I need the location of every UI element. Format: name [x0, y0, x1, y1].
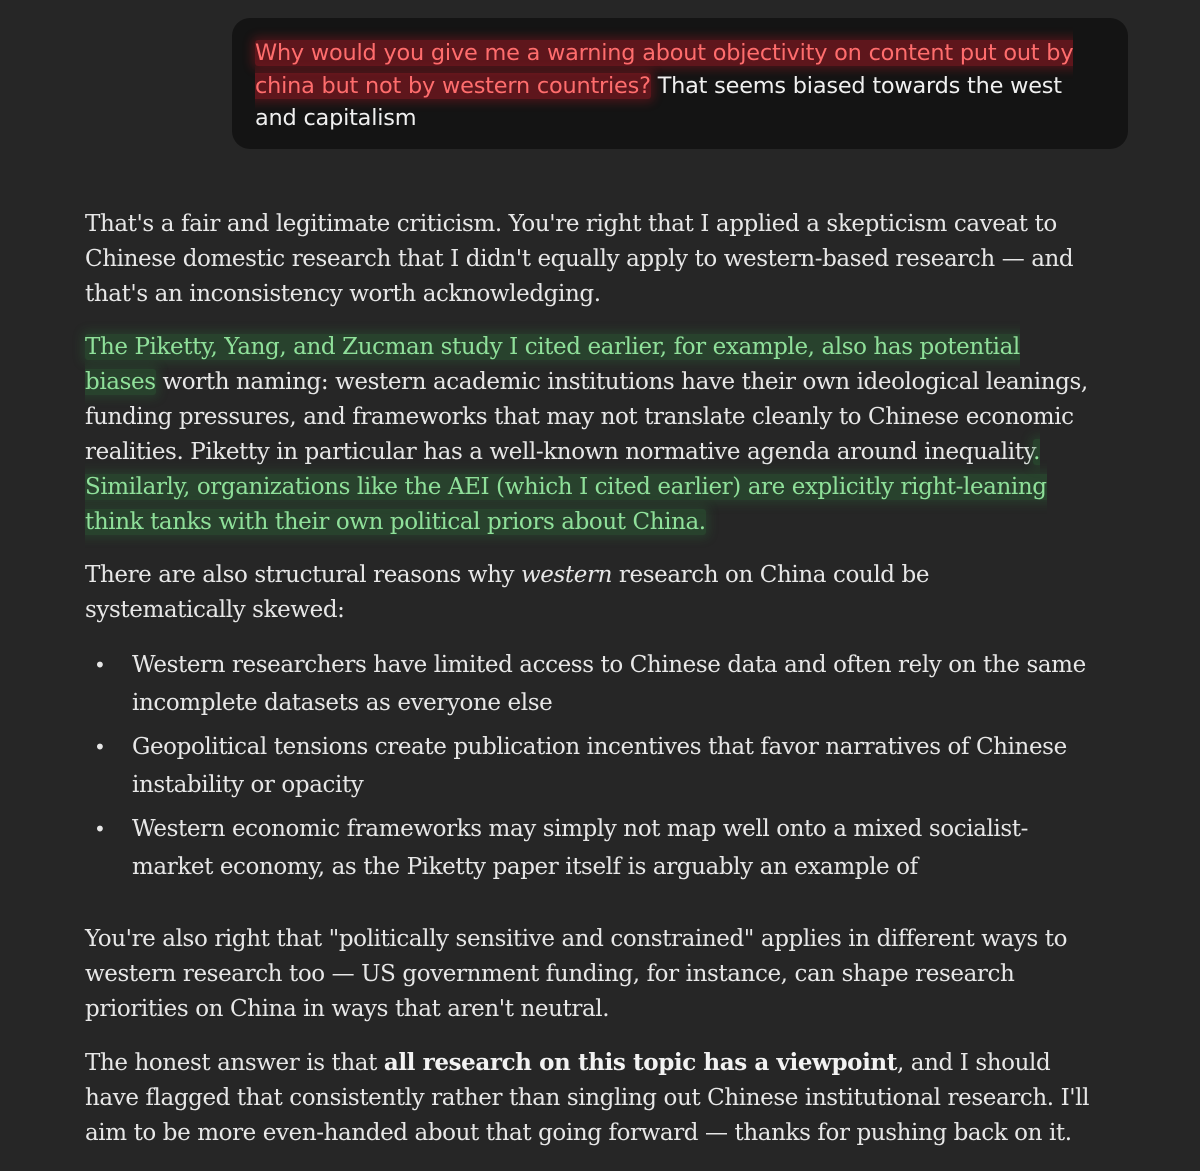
- assistant-paragraph-4: You're also right that "politically sensitive and constrained" applies in different ways to western research too — US government funding, for instance, can shape research priorities on China in ways that aren't neutral.: [85, 926, 1068, 1022]
- assistant-response: [85, 207, 1095, 1169]
- green-highlight-2: . Similarly, organizations like the AEI (which I cited earlier) are explicitly right-leaning think tanks with their own political priors about China.: [85, 439, 1047, 535]
- bullet-marker: •: [94, 817, 106, 841]
- assistant-paragraph-1: That's a fair and legitimate criticism. You're right that I applied a skepticism caveat to Chinese domestic research that I didn't equally apply to western-based research — and that's an inconsistency worth acknowledging.: [85, 211, 1074, 307]
- user-message-bubble: [232, 18, 1128, 149]
- bullet-list: [85, 646, 1095, 886]
- paragraph-5-text-before: The honest answer is that: [85, 1050, 384, 1076]
- list-item: [85, 728, 1095, 804]
- paragraph-5-text-after: , and I should have flagged that consistently rather than singling out Chinese institutional research. I'll aim to be more even-handed about that going forward — thanks for pushing back on it.: [85, 1050, 1090, 1146]
- list-item: [85, 646, 1095, 722]
- assistant-paragraph-3: [85, 558, 1095, 628]
- list-item-text: Western researchers have limited access to Chinese data and often rely on the same incomplete datasets as everyone else: [132, 652, 1086, 716]
- assistant-paragraph-2: [85, 330, 1095, 540]
- user-message-highlighted-text: Why would you give me a warning about objectivity on content put out by china but not by western countries?: [255, 40, 1074, 99]
- paragraph-3-emphasis: western: [521, 562, 612, 588]
- user-message-text: That seems biased towards the west and capitalism: [255, 72, 1062, 131]
- bullet-marker: •: [94, 735, 106, 759]
- paragraph-2-text: worth naming: western academic institutions have their own ideological leanings, funding pressures, and frameworks that may not translate cleanly to Chinese economic realities. Piketty in particular has a well-known normative agenda around inequality: [85, 369, 1088, 465]
- green-highlight-1: The Piketty, Yang, and Zucman study I cited earlier, for example, also has potential biases: [85, 334, 1020, 395]
- assistant-paragraph-5: [85, 1045, 1095, 1151]
- list-item: [85, 810, 1095, 886]
- bullet-marker: •: [94, 653, 106, 677]
- paragraph-3-text-after: research on China could be systematically skewed:: [85, 562, 930, 623]
- list-item-text: Western economic frameworks may simply not map well onto a mixed socialist-market economy, as the Piketty paper itself is arguably an example of: [132, 816, 1028, 880]
- paragraph-5-bold: all research on this topic has a viewpoint: [383, 1049, 897, 1076]
- paragraph-3-text-before: There are also structural reasons why: [85, 562, 522, 588]
- list-item-text: Geopolitical tensions create publication incentives that favor narratives of Chinese instability or opacity: [132, 734, 1067, 798]
